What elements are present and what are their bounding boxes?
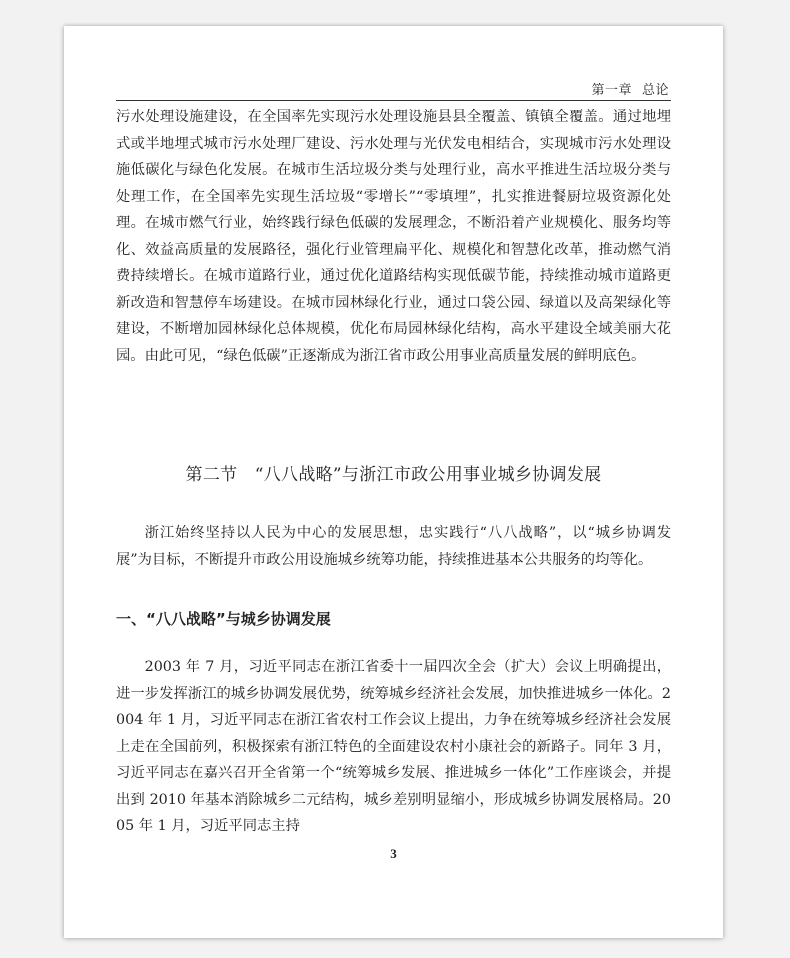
paragraph-3: 2003 年 7 月，习近平同志在浙江省委十一届四次全会（扩大）会议上明确提出，进一步发挥浙江的城乡协调发展优势，统筹城乡经济社会发展，加快推进城乡一体化。2004 年 1 月，习近平同志在浙江省农村工作会议上提出，力争在统筹城乡经济社会发展上走在全国前列，积极探索有浙江特色的全面建设农村小康社会的新路子。同年 3 月，习近平同志在嘉兴召开全省第一个“统筹城乡发展、推进城乡一体化”工作座谈会，并提出到 2010 年基本消除城乡二元结构，城乡差别明显缩小，形成城乡协调发展格局。2005 年 1 月，习近平同志主持 <box>116 659 671 834</box>
chapter-label: 第一章 <box>591 83 632 98</box>
page-number: 3 <box>390 846 397 861</box>
paragraph-2: 浙江始终坚持以人民为中心的发展思想，忠实践行“八八战略”，以“城乡协调发展”为目标，不断提升市政公用设施城乡统筹功能，持续推进基本公共服务的均等化。 <box>116 525 671 568</box>
section-title: 第二节 “八八战略”与浙江市政公用事业城乡协调发展 <box>185 465 602 485</box>
document-page <box>64 26 723 938</box>
running-header <box>581 79 669 98</box>
paragraph-1: 污水处理设施建设，在全国率先实现污水处理设施县县全覆盖、镇镇全覆盖。通过地埋式或半地埋式城市污水处理厂建设、污水处理与光伏发电相结合，实现城市污水处理设施低碳化与绿色化发展。在城市生活垃圾分类与处理行业，高水平推进生活垃圾分类与处理工作，在全国率先实现生活垃圾“零增长”“零填埋”，扎实推进餐厨垃圾资源化处理。在城市燃气行业，始终践行绿色低碳的发展理念，不断沿着产业规模化、服务均等化、效益高质量的发展路径，强化行业管理扁平化、规模化和智慧化改革，推动燃气消费持续增长。在城市道路行业，通过优化道路结构实现低碳节能，持续推动城市道路更新改造和智慧停车场建设。在城市园林绿化行业，通过口袋公园、绿道以及高架绿化等建设，不断增加园林绿化总体规模，优化布局园林绿化结构，高水平建设全域美丽大花园。由此可见，“绿色低碳”正逐渐成为浙江省市政公用事业高质量发展的鲜明底色。 <box>116 109 671 364</box>
subsection-title: 一、“八八战略”与城乡协调发展 <box>116 610 331 628</box>
header-rule <box>116 100 671 101</box>
chapter-title: 总论 <box>641 83 669 98</box>
